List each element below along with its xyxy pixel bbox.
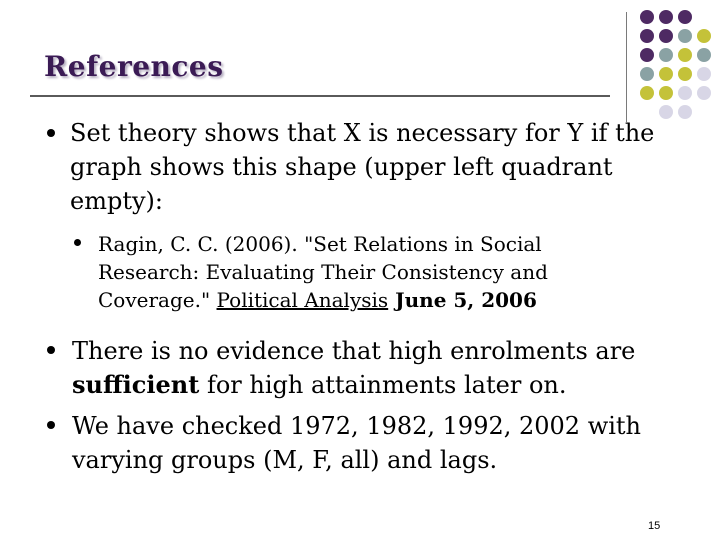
bullet-icon: [47, 129, 55, 137]
dot: [640, 86, 654, 100]
bullet-text-set-theory: Set theory shows that X is necessary for Y if the graph shows this shape (upper left quadrant empty):: [70, 119, 655, 215]
dot: [697, 29, 711, 43]
journal-title: Political Analysis: [216, 288, 389, 312]
title-rule: [30, 95, 610, 97]
reference-lead: Ragin, C. C. (2006). "Set Relations in Social Research: Evaluating Their Consistency and Coverage.": [98, 232, 548, 312]
dot: [659, 67, 673, 81]
b3-emphasis: sufficient: [72, 370, 200, 399]
dot: [697, 48, 711, 62]
dot: [678, 29, 692, 43]
dot: [640, 67, 654, 81]
dot: [640, 10, 654, 24]
b3-after: for high attainments later on.: [199, 371, 567, 399]
bullet-icon: [47, 346, 55, 354]
bullet-text-no-evidence: [72, 334, 692, 402]
dot: [697, 67, 711, 81]
reference-date: June 5, 2006: [388, 288, 537, 312]
bullet-text-checked-years: We have checked 1972, 1982, 1992, 2002 with varying groups (M, F, all) and lags.: [72, 412, 642, 474]
dot: [659, 48, 673, 62]
slide-title: References: [44, 50, 224, 83]
dot: [678, 10, 692, 24]
dot: [678, 48, 692, 62]
dot: [659, 86, 673, 100]
b3-before: There is no evidence that high enrolments are: [72, 337, 636, 365]
dot: [640, 48, 654, 62]
bullet-text-ragin-reference: [98, 230, 638, 314]
dot: [678, 105, 692, 119]
dot: [678, 67, 692, 81]
corner-vertical-line: [626, 12, 627, 122]
dot: [659, 29, 673, 43]
page-number: 15: [648, 520, 661, 532]
dot: [659, 10, 673, 24]
dot: [640, 29, 654, 43]
dot: [697, 86, 711, 100]
bullet-icon: [47, 421, 55, 429]
dot: [678, 86, 692, 100]
bullet-icon: [74, 239, 81, 246]
